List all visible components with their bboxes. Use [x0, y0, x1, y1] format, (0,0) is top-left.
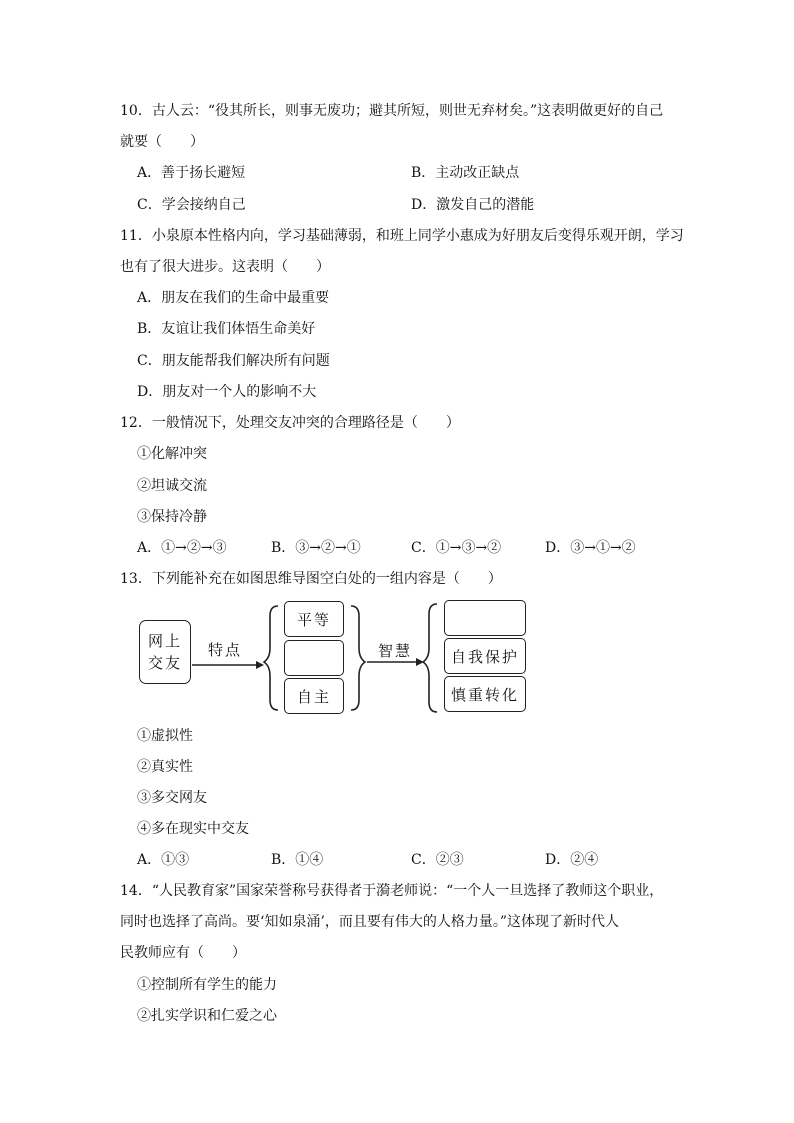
q13-item-3: ③多交网友 — [137, 790, 207, 806]
mind-map-middle-3-label: 自主 — [296, 687, 331, 706]
q11-option-c[interactable]: C．朋友能帮我们解决所有问题 — [137, 353, 330, 369]
q12-item-1: ①化解冲突 — [137, 446, 207, 462]
q13-option-c[interactable]: C．②③ — [411, 852, 464, 868]
mind-map-middle-3 — [284, 678, 344, 714]
q11-stem-line1: 11．小泉原本性格内向，学习基础薄弱，和班上同学小惠成为好朋友后变得乐观开朗，学习 — [120, 228, 684, 244]
q10-option-b[interactable]: B．主动改正缺点 — [411, 165, 520, 181]
q12-option-b[interactable]: B．③→②→① — [271, 540, 361, 556]
q14-stem-line2: 同时也选择了高尚。要‘知如泉涌’，而且要有伟大的人格力量。”这体现了新时代人 — [120, 914, 620, 930]
q14-stem-line1: 14．“人民教育家”国家荣誉称号获得者于漪老师说：“一个人一旦选择了教师这个职业， — [120, 883, 664, 899]
q10-stem-line2: 就要（ ） — [120, 134, 204, 150]
q13-option-a[interactable]: A．①③ — [137, 852, 190, 868]
q13-option-b[interactable]: B．①④ — [271, 852, 324, 868]
q12-option-d[interactable]: D．③→①→② — [545, 540, 636, 556]
q14-item-1: ①控制所有学生的能力 — [137, 977, 277, 993]
arrow1-label: 特点 — [208, 641, 243, 659]
q10-option-d[interactable]: D．激发自己的潜能 — [411, 197, 535, 213]
q11-option-d[interactable]: D．朋友对一个人的影响不大 — [137, 384, 317, 400]
mind-map-right-blank — [444, 600, 526, 636]
q13-stem: 13．下列能补充在如图思维导图空白处的一组内容是（ ） — [120, 571, 502, 587]
q14-item-2: ②扎实学识和仁爱之心 — [137, 1008, 277, 1024]
q14-stem-line3: 民教师应有（ ） — [120, 945, 246, 961]
q12-item-2: ②坦诚交流 — [137, 478, 207, 494]
arrow2-label: 智慧 — [378, 642, 413, 660]
q12-stem: 12．一般情况下，处理交友冲突的合理路径是（ ） — [120, 415, 460, 431]
q13-item-4: ④多在现实中交友 — [137, 821, 249, 837]
mind-map-right-3 — [444, 676, 526, 712]
q13-option-d[interactable]: D．②④ — [545, 852, 599, 868]
q11-option-b[interactable]: B．友谊让我们体悟生命美好 — [137, 321, 316, 337]
mind-map-diagram — [130, 596, 530, 718]
q13-item-1: ①虚拟性 — [137, 728, 193, 744]
mind-map-middle-1 — [284, 601, 344, 637]
q10-option-c[interactable]: C．学会接纳自己 — [137, 197, 246, 213]
q10-option-a[interactable]: A．善于扬长避短 — [137, 165, 246, 181]
q11-stem-line2: 也有了很大进步。这表明（ ） — [120, 259, 330, 275]
q11-option-a[interactable]: A．朋友在我们的生命中最重要 — [137, 290, 330, 306]
q13-item-2: ②真实性 — [137, 759, 193, 775]
mind-map-right-2-label: 自我保护 — [450, 647, 519, 666]
mind-map-middle-1-label: 平等 — [296, 610, 331, 629]
mind-map-right-2 — [444, 638, 526, 674]
mind-map-right-3-label: 慎重转化 — [450, 685, 519, 704]
q12-option-c[interactable]: C．①→③→② — [411, 540, 502, 556]
mind-map-middle-blank — [284, 640, 344, 676]
q10-stem-line1: 10．古人云：“役其所长，则事无废功；避其所短，则世无弃材矣。”这表明做更好的自己 — [120, 103, 664, 119]
mind-map-root-label: 网上交友 — [148, 632, 183, 672]
q12-item-3: ③保持冷静 — [137, 509, 207, 525]
q12-option-a[interactable]: A．①→②→③ — [137, 540, 227, 556]
